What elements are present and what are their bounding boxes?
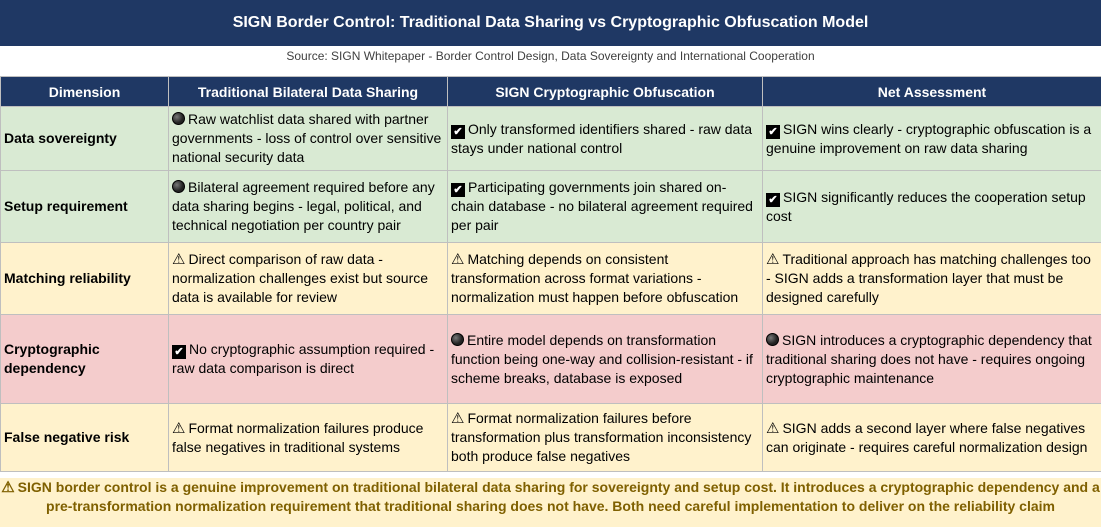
cell-text: SIGN introduces a cryptographic dependency that traditional sharing does not have - requires ongoing cryptographic maintenance bbox=[766, 331, 1092, 386]
net-cell bbox=[763, 107, 1101, 171]
spacer bbox=[0, 66, 1101, 76]
sign-cell bbox=[448, 243, 763, 315]
net-cell bbox=[763, 404, 1101, 472]
cell-text: No cryptographic assumption required - raw data comparison is direct bbox=[172, 341, 435, 376]
warning-icon: ⚠ bbox=[172, 419, 186, 437]
cell-text: SIGN wins clearly - cryptographic obfuscation is a genuine improvement on raw data sharing bbox=[766, 120, 1092, 156]
traditional-cell bbox=[169, 171, 448, 243]
traditional-cell bbox=[169, 404, 448, 472]
table-row bbox=[1, 171, 1101, 243]
table-row bbox=[1, 243, 1101, 315]
cell-text: Raw watchlist data shared with partner governments - loss of control over sensitive national security data bbox=[172, 111, 442, 165]
cell-text: SIGN adds a second layer where false negatives can originate - requires careful normalization design bbox=[766, 419, 1088, 455]
black-circle-icon bbox=[451, 333, 464, 346]
cell-text: Entire model depends on transformation function being one-way and collision-resistant - if scheme breaks, database is exposed bbox=[451, 331, 753, 386]
dimension-cell: Setup requirement bbox=[1, 171, 169, 243]
check-box-icon: ✔ bbox=[766, 193, 780, 207]
cell-text: Only transformed identifiers shared - raw data stays under national control bbox=[451, 120, 753, 156]
header-traditional: Traditional Bilateral Data Sharing bbox=[169, 77, 448, 107]
page-title: SIGN Border Control: Traditional Data Sharing vs Cryptographic Obfuscation Model bbox=[0, 0, 1101, 46]
warning-icon: ⚠ bbox=[451, 251, 465, 268]
summary-footer bbox=[0, 478, 1101, 527]
dimension-cell: False negative risk bbox=[1, 404, 169, 472]
dimension-cell: Data sovereignty bbox=[1, 107, 169, 171]
traditional-cell bbox=[169, 107, 448, 171]
summary-text: SIGN border control is a genuine improvement on traditional bilateral data sharing for sovereignty and setup cost. It introduces a cryptographic dependency and a pre-transformation normalization requirement that traditional sharing does not have. Both need careful implementation to deliver on the reliability claim bbox=[17, 479, 1100, 514]
header-row bbox=[1, 77, 1101, 107]
check-box-icon: ✔ bbox=[172, 345, 186, 359]
dimension-cell: Cryptographic dependency bbox=[1, 315, 169, 404]
cell-text: Traditional approach has matching challenges too - SIGN adds a transformation layer that must be designed carefully bbox=[766, 251, 1091, 305]
traditional-cell bbox=[169, 315, 448, 404]
comparison-table bbox=[0, 76, 1101, 472]
table-row bbox=[1, 107, 1101, 171]
cell-text: Participating governments join shared on-chain database - no bilateral agreement required per pair bbox=[451, 179, 753, 233]
table-row bbox=[1, 315, 1101, 404]
net-cell bbox=[763, 171, 1101, 243]
table-row bbox=[1, 404, 1101, 472]
sign-cell bbox=[448, 107, 763, 171]
sign-cell bbox=[448, 171, 763, 243]
header-dimension: Dimension bbox=[1, 77, 169, 107]
check-box-icon: ✔ bbox=[451, 183, 465, 197]
cell-text: Bilateral agreement required before any data sharing begins - legal, political, and technical negotiation per country pair bbox=[172, 179, 435, 233]
cell-text: Format normalization failures produce false negatives in traditional systems bbox=[172, 419, 424, 455]
black-circle-icon bbox=[766, 333, 779, 346]
warning-icon: ⚠ bbox=[766, 251, 780, 268]
cell-text: Matching depends on consistent transformation across format variations - normalization must happen before obfuscation bbox=[451, 251, 739, 305]
cell-text: Direct comparison of raw data - normalization challenges exist but source data is available for review bbox=[172, 251, 429, 305]
cell-text: SIGN significantly reduces the cooperation setup cost bbox=[766, 188, 1086, 224]
cell-text: Format normalization failures before transformation plus transformation inconsistency both produce false negatives bbox=[451, 410, 752, 464]
traditional-cell bbox=[169, 243, 448, 315]
warning-icon: ⚠ bbox=[172, 251, 186, 268]
warning-icon: ⚠ bbox=[1, 479, 15, 496]
check-box-icon: ✔ bbox=[451, 125, 465, 139]
sign-cell bbox=[448, 404, 763, 472]
black-circle-icon bbox=[172, 112, 185, 125]
header-net-assessment: Net Assessment bbox=[763, 77, 1101, 107]
net-cell bbox=[763, 315, 1101, 404]
dimension-cell: Matching reliability bbox=[1, 243, 169, 315]
warning-icon: ⚠ bbox=[451, 410, 465, 427]
black-circle-icon bbox=[172, 180, 185, 193]
source-caption: Source: SIGN Whitepaper - Border Control Design, Data Sovereignty and International Cooperation bbox=[0, 46, 1101, 67]
check-box-icon: ✔ bbox=[766, 125, 780, 139]
header-sign: SIGN Cryptographic Obfuscation bbox=[448, 77, 763, 107]
warning-icon: ⚠ bbox=[766, 419, 780, 437]
sign-cell bbox=[448, 315, 763, 404]
net-cell bbox=[763, 243, 1101, 315]
